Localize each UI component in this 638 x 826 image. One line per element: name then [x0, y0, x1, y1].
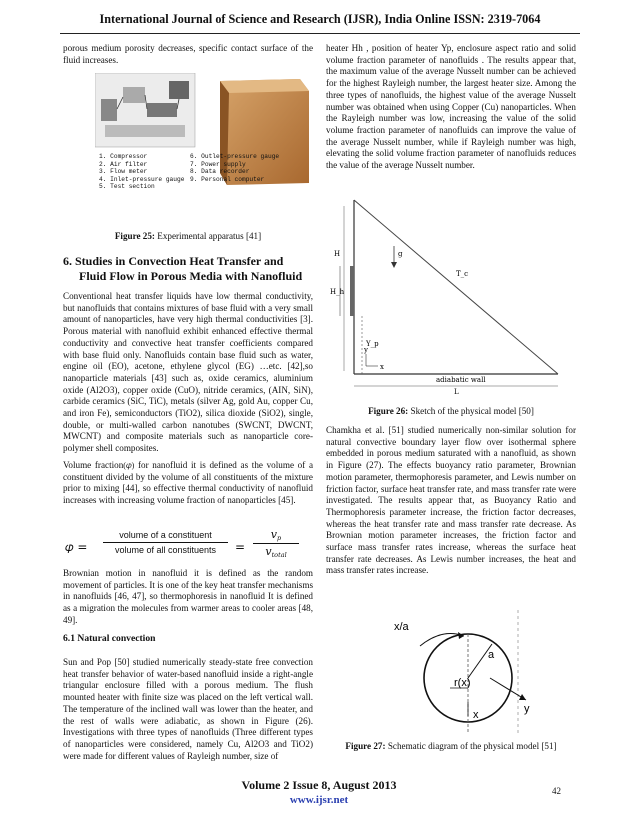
caption-text: Experimental apparatus [41]	[157, 231, 262, 241]
section-6-heading	[63, 254, 313, 284]
caption-label: Figure 26:	[368, 406, 409, 416]
legend-item: 1. Compressor	[99, 153, 148, 160]
label-yp: Y_p	[366, 340, 379, 348]
figure-26-caption	[326, 406, 576, 418]
subsection-6-1-heading: 6.1 Natural convection	[63, 633, 156, 644]
label-g: g	[398, 250, 403, 258]
legend-item: 4. Inlet-pressure gauge	[99, 175, 185, 183]
paragraph-brownian: Brownian motion in nanofluid it is defined as the random movement of particles. It is one of the key heat transfer mechanisms in nanofluids [46, 47], so thermophoresis in nanofluid It is defined as a migration the molecules from warmer areas to cooler areas [48, 49].	[63, 568, 313, 625]
paragraph-volume-fraction	[63, 460, 313, 507]
paragraph-heater: heater Hh , position of heater Yp, enclosure aspect ratio and solid volume fraction parameter of nanofluids . The results appear that, the maximum value of the average Nusselt number can be achieved for the highest Rayleigh number, the largest heater size. Among the three types of nanofluids, the highest value of the average Nusselt number was obtained when using Copper (Cu) nanoparticles. When the Rayleigh number was low, increasing the value of the solid volume fraction parameter of nanofluids can improve the value of the average Nusselt number, while if Rayleigh number was high, elevating the solid volume fraction parameter of nanofluids reduces the value of the average Nusselt number.	[326, 43, 576, 171]
eq-vtotal: 𝑣	[265, 545, 272, 558]
caption-text: Sketch of the physical model [50]	[410, 406, 534, 416]
legend-item: 2. Air filter	[99, 160, 148, 168]
text-span: Volume fraction	[63, 460, 124, 470]
heading-line: 6. Studies in Convection Heat Transfer and	[63, 254, 284, 268]
label-tc: T_c	[456, 270, 469, 278]
legend-item: 8. Data recorder	[190, 168, 250, 176]
label-x: x	[473, 709, 479, 721]
caption-text: Schematic diagram of the physical model [51]	[387, 741, 557, 751]
label-x: x	[380, 363, 384, 371]
journal-header: International Journal of Science and Research (IJSR), India Online ISSN: 2319-7064	[99, 12, 541, 26]
figure-26-sketch	[326, 196, 581, 396]
phi-symbol: (𝜑)	[123, 461, 135, 470]
caption-label: Figure 25:	[114, 231, 155, 241]
label-l: L	[454, 388, 459, 396]
page-number: 42	[552, 786, 561, 796]
heading-line: Fluid Flow in Porous Media with Nanofluid	[79, 269, 303, 283]
eq-equals: =	[235, 540, 246, 554]
legend-item: 5. Test section	[99, 183, 155, 191]
text-span: for nanofluid it is defined as the volume of a constituent divided by the volume of all constituents of the mixture prior to mixing [44], so effective thermal conductivity of nanofluid increases with increasing volume fraction of nanoparticles [45].	[63, 460, 314, 506]
legend-item: 7. Power supply	[190, 160, 246, 168]
legend-item: 9. Personal computer	[190, 175, 265, 183]
label-hh: H_h	[330, 288, 345, 296]
paragraph-sun-pop: Sun and Pop [50] studied numerically steady-state free convection heat transfer behavior of water-based nanofluid inside a right-angle triangular enclosure filled with a porous medium. The flush mounted heater with finite size was placed on the left vertical wall. The temperature of the inclined wall was lower than the heater, and the rest of walls were adiabatic, as shown in Figure (26). Investigations with three types of nanofluids (Three different types of nanoparticles were considered, namely Cu, Al2O3 and TiO2) were made for different values of Rayleigh number, size of	[63, 657, 313, 761]
figure-27-caption	[326, 741, 576, 753]
header-rule	[60, 33, 580, 34]
eq-numerator: volume of a constituent	[119, 530, 212, 540]
caption-label: Figure 27:	[345, 741, 386, 751]
eq-lhs: 𝜑 =	[65, 540, 88, 554]
label-xa: x/a	[394, 621, 409, 633]
figure-25-caption	[63, 231, 313, 243]
legend-item: 6. Outlet-pressure gauge	[190, 153, 280, 160]
eq-denominator: volume of all constituents	[114, 545, 217, 555]
paragraph-chamkha: Chamkha et al. [51] studied numerically non-similar solution for natural convective boundary layer flow over isothermal sphere embedded in porous medium saturated with a nanofluid, as shown in Figure (27). The effects buoyancy ratio parameter, Brownian motion parameter, thermophoresis parameter, and Lewis number on friction factor, surface heat transfer rate, and mass transfer rate were investigated. The results appear that, as Buoyancy Ratio and Thermophoresis parameter increase, the friction factor decreases, whereas the heat transfer rate and mass transfer rate decrease. As Brownian motion parameter increases, the friction factor and surface mass transfer rates increase, whereas the surface heat transfer rate decreases. As Lewis number increases, the heat and mass transfer rates increase.	[326, 425, 576, 576]
figure-25-apparatus	[95, 73, 315, 221]
label-y: y	[364, 346, 368, 354]
volume-fraction-equation	[65, 530, 315, 564]
figure-27-diagram	[380, 606, 540, 736]
eq-vp: 𝑣	[270, 528, 278, 541]
label-bottom: adiabatic wall	[436, 376, 486, 384]
paragraph-nanofluid-intro: Conventional heat transfer liquids have low thermal conductivity, but nanofluids that contains mixtures of base fluid with a very small amount of nanoparticles, have very high thermal conductivities [3]. Porous material with nanofluid exhibit enhanced effective thermal conductivity and convective heat transfer coefficients compared with base fluid only. Nanofluids contain base fluid such as water, engine oil (EO), acetone, ethylene glycol (EG) …etc. [42],so nanoparticle materials [43] such as, oxide ceramics, aluminium oxide (Al2O3), copper oxide (CuO), nitride ceramics, (AIN, SiN), carbide ceramics (SiC, TiC), metals (silver Ag, gold Au, copper Cu, and iron Fe), semiconductors (TiO2), silica dioxide (SiO2), single, double, or multi-walled carbon nanotubes (SWCNT, DWCNT, MWCNT) and composite materials such as nanoparticle core-polymer shell composites.	[63, 291, 313, 454]
eq-vp-sub: 𝑝	[277, 534, 282, 542]
eq-vtotal-sub: 𝑡𝑜𝑡𝑎𝑙	[271, 551, 287, 559]
legend-item: 3. Flow meter	[99, 168, 148, 176]
label-rx: r(x)	[454, 677, 471, 689]
label-y: y	[524, 703, 530, 715]
intro-paragraph: porous medium porosity decreases, specific contact surface of the fluid increases.	[63, 43, 313, 65]
footer-volume: Volume 2 Issue 8, August 2013	[241, 778, 397, 792]
footer-url[interactable]: www.ijsr.net	[289, 794, 349, 806]
label-a: a	[488, 649, 495, 661]
label-h: H	[334, 250, 341, 258]
